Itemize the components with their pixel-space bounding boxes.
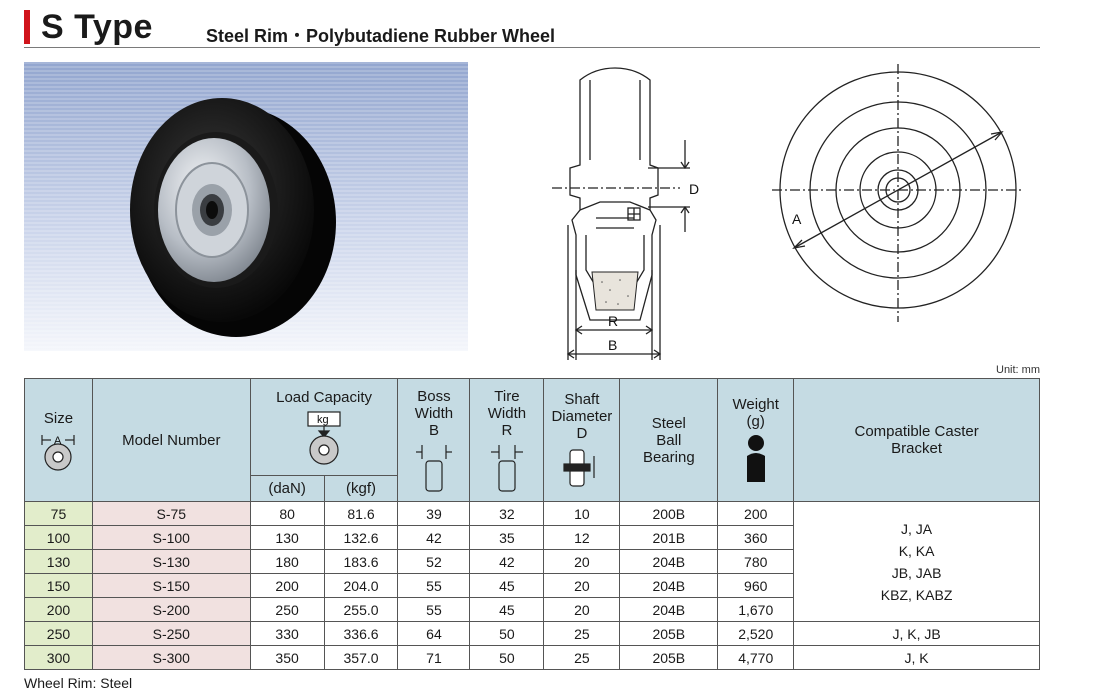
dimension-b-label: B (608, 337, 618, 353)
table-cell: 80 (250, 502, 324, 526)
dimension-d-label: D (689, 181, 700, 197)
header-label: D (576, 424, 588, 442)
table-cell: 100 (25, 526, 93, 550)
table-cell: 55 (398, 574, 470, 598)
header-label: Steel Ball Bearing (642, 414, 695, 466)
header-model: Model Number (92, 379, 250, 502)
title-accent-bar (24, 10, 30, 44)
page-title: S Type (41, 8, 153, 46)
table-cell: 780 (718, 550, 794, 574)
table-row (25, 502, 1040, 526)
table-row (25, 622, 1040, 646)
table-cell: 52 (398, 550, 470, 574)
bracket-cell: J, K, JB (794, 622, 1040, 646)
footnote: Wheel Rim: Steel (24, 675, 133, 691)
header-load-kgf: (kgf) (324, 476, 398, 502)
table-cell: 200 (250, 574, 324, 598)
table-cell: S-130 (92, 550, 250, 574)
table-cell: 201B (620, 526, 718, 550)
table-cell: 330 (250, 622, 324, 646)
bracket-item: J, JA (901, 520, 933, 537)
table-cell: 1,670 (718, 598, 794, 622)
header-bracket (794, 379, 1040, 502)
table-cell: 205B (620, 646, 718, 670)
table-cell: 183.6 (324, 550, 398, 574)
load-icon-kg-label: kg (317, 413, 329, 426)
tire-width-icon (487, 443, 527, 493)
bracket-item: JB, JAB (891, 564, 942, 581)
header-label: (g) (746, 413, 765, 430)
table-cell: 32 (470, 502, 544, 526)
table-cell: 75 (25, 502, 93, 526)
boss-width-icon (414, 443, 454, 493)
bracket-cell: J, K (794, 646, 1040, 670)
header-bearing (620, 379, 718, 502)
wheel-photo-illustration (24, 62, 468, 351)
table-cell: 250 (250, 598, 324, 622)
header-weight (718, 379, 794, 502)
page-subtitle: Steel Rim・Polybutadiene Rubber Wheel (206, 26, 556, 46)
table-cell: 300 (25, 646, 93, 670)
table-cell: 20 (544, 550, 620, 574)
spec-table (24, 378, 1040, 670)
table-cell: S-100 (92, 526, 250, 550)
unit-label: Unit: mm (996, 364, 1040, 376)
table-cell: 336.6 (324, 622, 398, 646)
header-size (25, 379, 93, 502)
dimension-a-label: A (792, 211, 802, 227)
table-cell: 960 (718, 574, 794, 598)
header-label: Weight (732, 396, 779, 413)
table-cell: 357.0 (324, 646, 398, 670)
header-load-dan: (daN) (250, 476, 324, 502)
table-cell: S-150 (92, 574, 250, 598)
table-cell: 35 (470, 526, 544, 550)
bracket-group-cell (794, 502, 1040, 622)
header-label: B (428, 421, 439, 439)
table-cell: 360 (718, 526, 794, 550)
table-cell: S-200 (92, 598, 250, 622)
load-weight-icon (302, 410, 346, 466)
table-cell: 25 (544, 646, 620, 670)
table-cell: 150 (25, 574, 93, 598)
dimension-r-label: R (608, 313, 619, 329)
wheel-size-icon (39, 431, 77, 471)
table-cell: 50 (470, 646, 544, 670)
header-load (250, 379, 398, 476)
header-label: R (501, 421, 513, 439)
dimension-drawing (540, 60, 1040, 360)
table-cell: 250 (25, 622, 93, 646)
header-tire (470, 379, 544, 502)
table-cell: 20 (544, 574, 620, 598)
table-cell: S-300 (92, 646, 250, 670)
table-cell: 132.6 (324, 526, 398, 550)
table-cell: 45 (470, 598, 544, 622)
table-cell: 42 (470, 550, 544, 574)
table-cell: 255.0 (324, 598, 398, 622)
header-boss (398, 379, 470, 502)
table-cell: 204.0 (324, 574, 398, 598)
table-cell: S-250 (92, 622, 250, 646)
table-cell: 204B (620, 598, 718, 622)
table-cell: 4,770 (718, 646, 794, 670)
table-cell: S-75 (92, 502, 250, 526)
header-label: Tire Width (487, 387, 527, 422)
table-cell: 204B (620, 550, 718, 574)
table-cell: 39 (398, 502, 470, 526)
table-cell: 130 (250, 526, 324, 550)
technical-drawings (540, 60, 1040, 360)
table-cell: 25 (544, 622, 620, 646)
table-cell: 200B (620, 502, 718, 526)
header-label: Boss Width (414, 387, 454, 422)
table-row (25, 646, 1040, 670)
header-label: Size (43, 409, 74, 427)
table-cell: 20 (544, 598, 620, 622)
table-cell: 71 (398, 646, 470, 670)
table-cell: 204B (620, 574, 718, 598)
weight-person-icon (744, 434, 768, 484)
table-cell: 350 (250, 646, 324, 670)
table-cell: 200 (718, 502, 794, 526)
header-label: Shaft Diameter (551, 390, 613, 425)
table-cell: 180 (250, 550, 324, 574)
bracket-item: KBZ, KABZ (880, 586, 953, 603)
shaft-diameter-icon (560, 446, 604, 490)
table-cell: 200 (25, 598, 93, 622)
table-cell: 12 (544, 526, 620, 550)
table-cell: 64 (398, 622, 470, 646)
product-photo (24, 62, 468, 351)
header-label: Load Capacity (276, 388, 373, 406)
table-cell: 50 (470, 622, 544, 646)
table-cell: 81.6 (324, 502, 398, 526)
table-cell: 10 (544, 502, 620, 526)
table-cell: 2,520 (718, 622, 794, 646)
header-shaft (544, 379, 620, 502)
bracket-item: K, KA (898, 542, 935, 559)
table-cell: 45 (470, 574, 544, 598)
table-cell: 205B (620, 622, 718, 646)
table-cell: 55 (398, 598, 470, 622)
table-cell: 130 (25, 550, 93, 574)
table-cell: 42 (398, 526, 470, 550)
title-bar (24, 8, 1040, 48)
header-label: Compatible Caster Bracket (854, 423, 979, 457)
size-icon-a-label: A (54, 434, 62, 447)
